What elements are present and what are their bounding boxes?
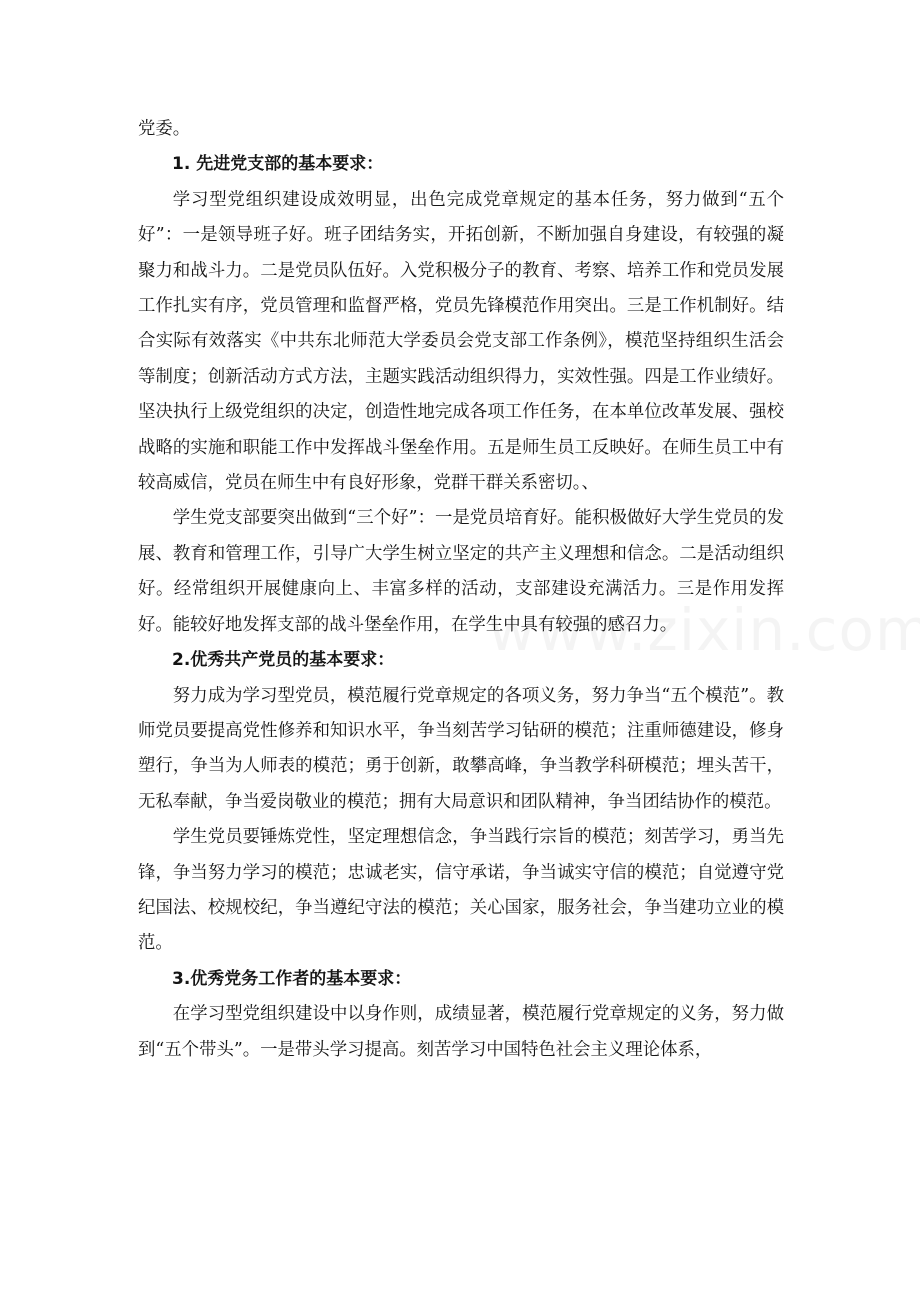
document-page — [138, 112, 784, 1068]
paragraph-continuation: 党委。 — [138, 119, 191, 139]
heading-excellent-member: 2.优秀共产党员的基本要求： — [172, 650, 395, 671]
paragraph-student-members: 学生党员要锤炼党性，坚定理想信念，争当践行宗旨的模范；刻苦学习，勇当先锋，争当努力学习的模范；忠诚老实，信守承诺，争当诚实守信的模范；自觉遵守党纪国法、校规校纪，争当遵纪守法的模范；关心国家，服务社会，争当建功立业的模范。 — [138, 827, 784, 954]
heading-party-worker: 3.优秀党务工作者的基本要求： — [172, 968, 412, 989]
heading-advanced-branch: 1. 先进党支部的基本要求： — [172, 154, 384, 175]
paragraph-student-branch: 学生党支部要突出做到“三个好”：一是党员培育好。能积极做好大学生党员的发展、教育和管理工作，引导广大学生树立坚定的共产主义理想和信念。二是活动组织好。经常组织开展健康向上、丰富多样的活动，支部建设充满活力。三是作用发挥好。能较好地发挥支部的战斗堡垒作用，在学生中具有较强的感召力。 — [138, 508, 784, 635]
paragraph-five-leads: 在学习型党组织建设中以身作则，成绩显著，模范履行党章规定的义务，努力做到“五个带头”。一是带头学习提高。刻苦学习中国特色社会主义理论体系， — [138, 1004, 784, 1060]
paragraph-teacher-members: 努力成为学习型党员，模范履行党章规定的各项义务，努力争当“五个模范”。教师党员要提高党性修养和知识水平，争当刻苦学习钻研的模范；注重师德建设，修身塑行，争当为人师表的模范；勇于创新，敢攀高峰，争当教学科研模范；埋头苦干，无私奉献，争当爱岗敬业的模范；拥有大局意识和团队精神，争当团结协作的模范。 — [138, 685, 784, 812]
paragraph-five-goods: 学习型党组织建设成效明显，出色完成党章规定的基本任务，努力做到“五个好”：一是领导班子好。班子团结务实，开拓创新，不断加强自身建设，有较强的凝聚力和战斗力。二是党员队伍好。入党积极分子的教育、考察、培养工作和党员发展工作扎实有序，党员管理和监督严格，党员先锋模范作用突出。三是工作机制好。结合实际有效落实《中共东北师范大学委员会党支部工作条例》，模范坚持组织生活会等制度；创新活动方式方法，主题实践活动组织得力，实效性强。四是工作业绩好。坚决执行上级党组织的决定，创造性地完成各项工作任务，在本单位改革发展、强校战略的实施和职能工作中发挥战斗堡垒作用。五是师生员工反映好。在师生员工中有较高威信，党员在师生中有良好形象，党群干群关系密切。、 — [138, 189, 784, 494]
